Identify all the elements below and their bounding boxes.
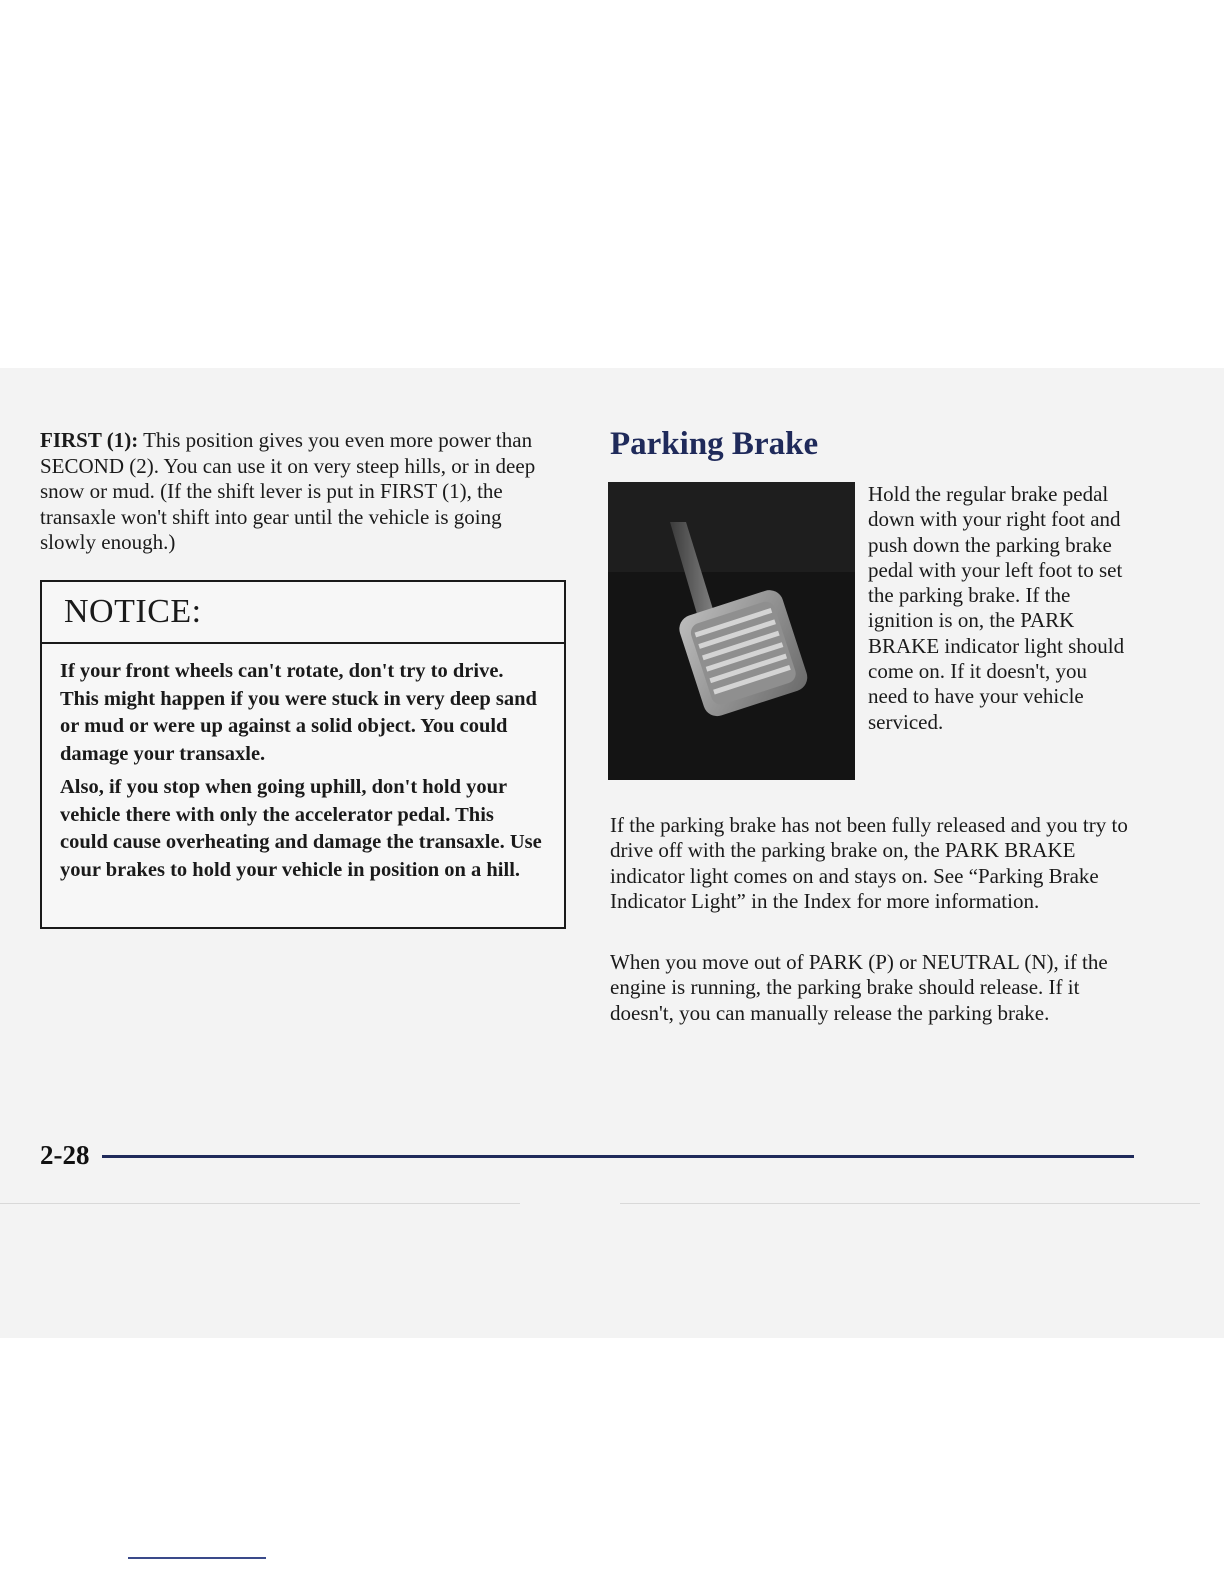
bottom-rule xyxy=(128,1557,266,1559)
scan-artifact-line xyxy=(620,1203,1200,1204)
pedal-illustration-icon xyxy=(608,482,855,780)
first-gear-text: This position gives you even more power than SECOND (2). You can use it on very steep hills, or in deep snow or mud. (If the shift lever is put in FIRST (1), the transaxle won't shift into gear until the vehicle is going slowly enough.) xyxy=(40,428,536,554)
page-number: 2-28 xyxy=(40,1140,90,1170)
parking-brake-caption: Hold the regular brake pedal down with your right foot and push down the parking brake pedal with your left foot to set the parking brake. If the ignition is on, the PARK BRAKE indicator light should come on. If it doesn't, you need to have your vehicle serviced. xyxy=(868,482,1125,734)
scan-artifact-line xyxy=(0,1203,520,1204)
notice-box xyxy=(40,580,566,929)
left-column xyxy=(40,428,560,556)
footer-rule xyxy=(102,1155,1134,1158)
first-gear-lead: FIRST (1): xyxy=(40,428,139,452)
notice-body xyxy=(42,644,564,884)
first-gear-paragraph xyxy=(40,428,560,556)
notice-paragraph: If your front wheels can't rotate, don't try to drive. This might happen if you were stuck in very deep sand or mud or were up against a solid object. You could damage your transaxle. xyxy=(60,660,537,765)
section-title: Parking Brake xyxy=(610,426,819,462)
release-paragraph: If the parking brake has not been fully released and you try to drive off with the parking brake on, the PARK BRAKE indicator light comes on and stays on. See “Parking Brake Indicator Light” in the Index for more information. xyxy=(610,813,1128,913)
notice-title: NOTICE: xyxy=(64,593,202,630)
notice-paragraph: Also, if you stop when going uphill, don't hold your vehicle there with only the accelerator pedal. This could cause overheating and damage the transaxle. Use your brakes to hold your vehicle in position on a hill. xyxy=(60,776,542,881)
notice-header xyxy=(42,582,564,644)
parking-brake-pedal-photo xyxy=(608,482,855,780)
auto-release-paragraph: When you move out of PARK (P) or NEUTRAL (N), if the engine is running, the parking brake should release. If it doesn't, you can manually release the parking brake. xyxy=(610,950,1108,1025)
